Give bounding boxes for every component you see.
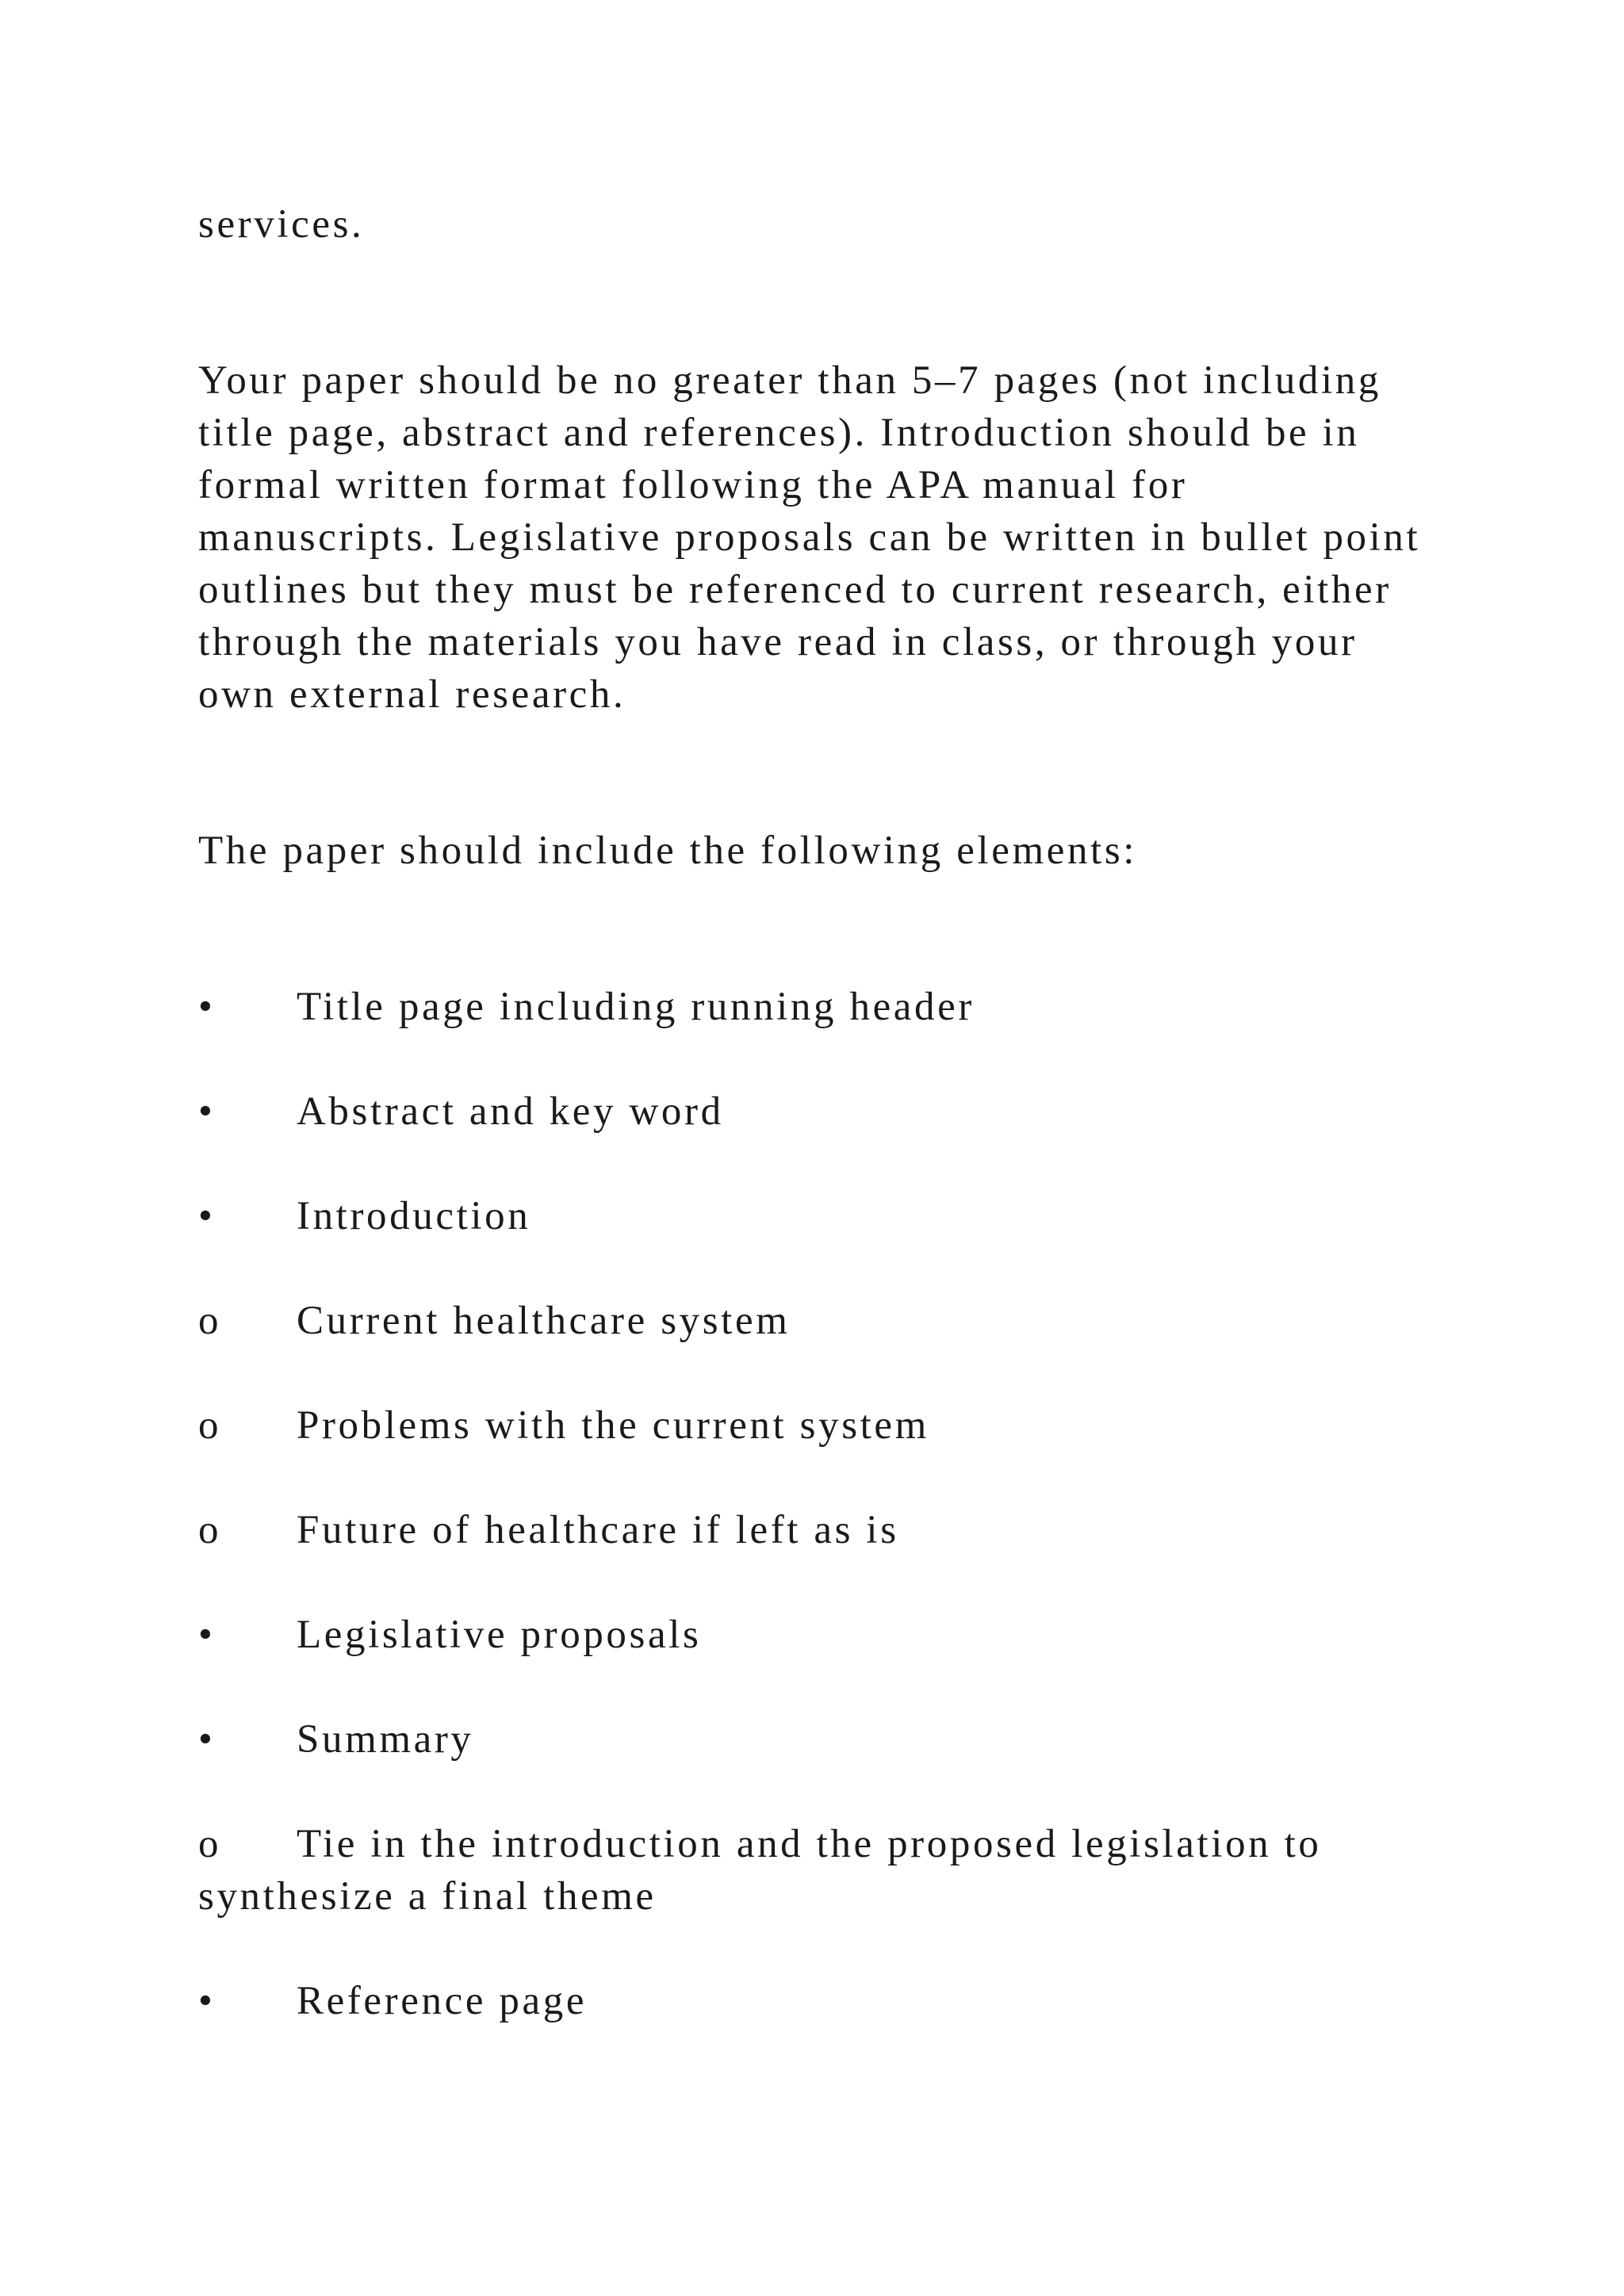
- elements-intro: The paper should include the following elements:: [198, 828, 1138, 873]
- list-item-text: Current healthcare system: [297, 1299, 791, 1343]
- list-item: [198, 981, 975, 1033]
- list-item: [198, 1975, 587, 2027]
- list-item: [198, 1713, 474, 1766]
- bullet-marker: •: [198, 1194, 216, 1238]
- list-item: [198, 1399, 929, 1452]
- bullet-marker: •: [198, 1979, 216, 2023]
- list-item: [198, 1504, 899, 1556]
- list-item-text: Abstract and key word: [297, 1089, 724, 1134]
- bullet-marker: •: [198, 1717, 216, 1762]
- fragment-text: services.: [198, 202, 365, 247]
- list-item-text: Tie in the introduction and the proposed legislation to: [297, 1822, 1322, 1866]
- list-item-text: Future of healthcare if left as is: [297, 1508, 899, 1552]
- list-item: [198, 1609, 701, 1661]
- sub-bullet-marker: o: [198, 1822, 222, 1866]
- list-item-continuation: synthesize a final theme: [198, 1874, 657, 1919]
- list-item: [198, 1295, 790, 1347]
- list-item-text: Legislative proposals: [297, 1613, 702, 1657]
- list-item: [198, 1818, 1321, 1870]
- paragraph-line-6: through the materials you have read in class, or through your: [198, 620, 1358, 664]
- list-item: [198, 1190, 530, 1242]
- list-item: [198, 1085, 724, 1138]
- paragraph-line-5: outlines but they must be referenced to current research, either: [198, 568, 1392, 612]
- bullet-marker: •: [198, 985, 216, 1029]
- paragraph-line-3: formal written format following the APA manual for: [198, 463, 1188, 507]
- list-item-text: Introduction: [297, 1194, 531, 1238]
- sub-bullet-marker: o: [198, 1403, 222, 1448]
- list-item-text: Summary: [297, 1717, 474, 1762]
- paragraph-line-1: Your paper should be no greater than 5–7 pages (not including: [198, 358, 1381, 403]
- bullet-marker: •: [198, 1089, 216, 1134]
- list-item-text: Reference page: [297, 1979, 588, 2023]
- sub-bullet-marker: o: [198, 1508, 222, 1552]
- paragraph-line-4: manuscripts. Legislative proposals can be written in bullet point: [198, 515, 1421, 560]
- list-item-text: Title page including running header: [297, 985, 975, 1029]
- list-item-text: Problems with the current system: [297, 1403, 929, 1448]
- paragraph-line-7: own external research.: [198, 672, 626, 717]
- bullet-marker: •: [198, 1613, 216, 1657]
- sub-bullet-marker: o: [198, 1299, 222, 1343]
- paragraph-line-2: title page, abstract and references). Introduction should be in: [198, 411, 1360, 455]
